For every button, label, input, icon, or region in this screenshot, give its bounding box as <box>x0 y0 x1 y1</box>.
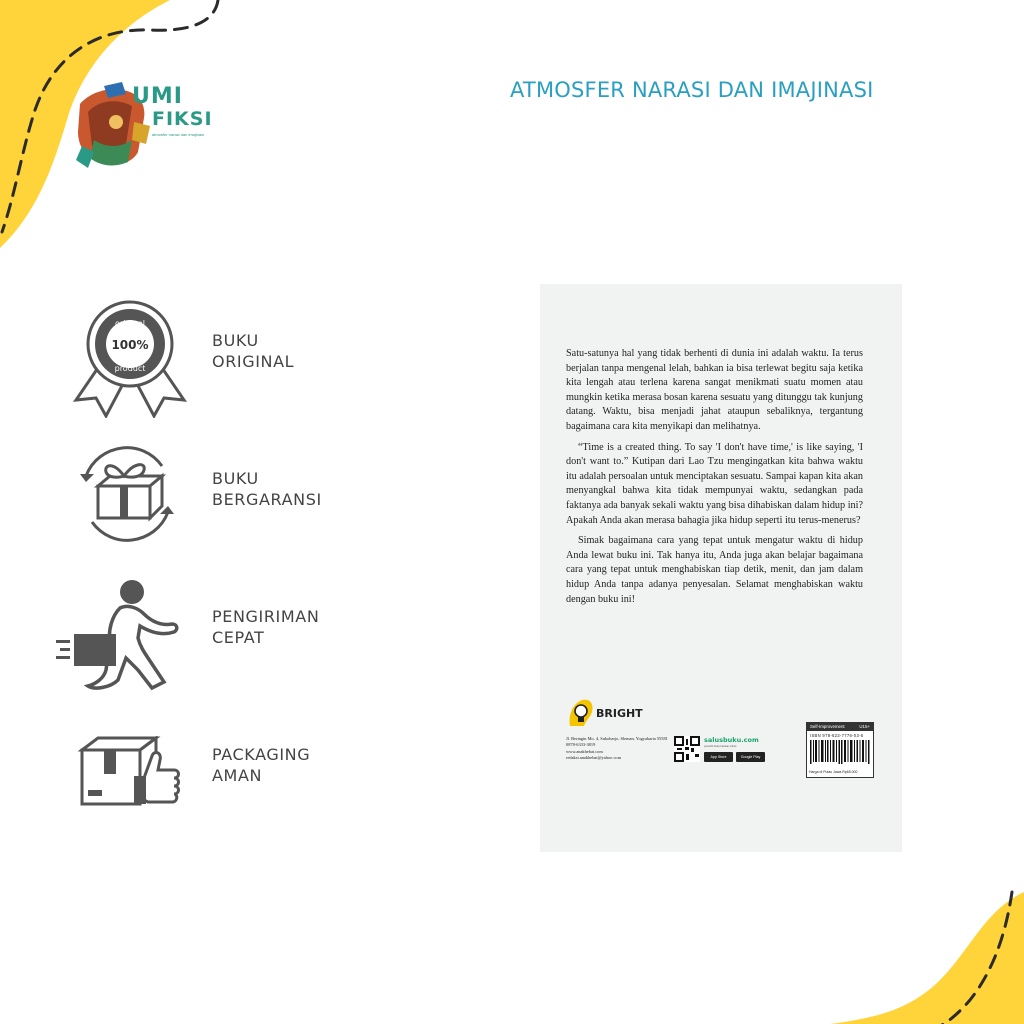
feature-label-line2: ORIGINAL <box>212 352 295 371</box>
blurb-paragraph: “Time is a created thing. To say 'I don't have time,' is like saying, 'I don't want to.” Kutipan dari Lao Tzu mengingatkan kita bahwa waktu itu adalah persoalan untuk menciptakan sesuatu. Sampai kapan kita akan menyangkal bahwa kita tidak mempunyai waktu, sedangkan pada faktanya ada banyak sekali waktu yang bisa dihabiskan dalam hidup ini? Apakah Anda akan merasa bahagia jika hidup seperti itu terus-menerus? <box>566 441 863 526</box>
publisher-contact <box>566 736 676 762</box>
feature-label-line1: PACKAGING <box>212 745 311 764</box>
badge-top-text: original <box>115 319 145 328</box>
feature-label-shipping <box>212 606 319 648</box>
feature-label-line2: BERGARANSI <box>212 490 322 509</box>
app-store-badge: App Store <box>704 752 733 762</box>
store-name: salusbuku.com <box>704 736 759 744</box>
delivery-person-icon <box>54 574 188 694</box>
book-category: Self-Improvement <box>810 724 845 729</box>
feature-label-line1: PENGIRIMAN <box>212 607 320 626</box>
store-tagline: penerbit buku bacaan online <box>704 745 737 748</box>
lightbulb-logo-icon <box>566 696 596 730</box>
publisher-address: Jl. Beringin Mo. 4, Sukoharjo, Sleman, Yogyakarta 55581 <box>566 736 668 741</box>
feature-label-original <box>212 330 294 372</box>
isbn-category-bar <box>807 723 873 731</box>
blurb-paragraph: Satu-satunya hal yang tidak berhenti di dunia ini adalah waktu. Ia terus berjalan tanpa mengenal lelah, bahkan ia bisa terlewat begitu saja ketika kita lengah atau terlena karena sangat menikmati suatu momen atau mungkin ketika merasa bosan karena sesuatu yang ditunggu tak kunjung datang. Waktu, bisa menjadi jahat ataupun sebaliknya, tergantung bagaimana cara kita menyikapi dan melihatnya. <box>566 348 863 432</box>
bottom-right-yellow-blob <box>830 880 1024 1024</box>
bumi-fiksi-logo <box>74 82 224 172</box>
feature-label-line1: BUKU <box>212 331 259 350</box>
google-play-badge: Google Play <box>736 752 765 762</box>
badge-percent-text: 100% <box>111 338 149 352</box>
gift-guarantee-icon <box>76 444 178 544</box>
publisher-email: redaksi.anakhebat@yahoo.com <box>566 755 622 761</box>
book-back-cover <box>540 284 902 852</box>
logo-word-umi: UMI <box>132 84 183 109</box>
isbn-barcode-box <box>806 722 874 778</box>
logo-tagline: atmosfer narasi dan imajinasi <box>152 132 205 137</box>
publisher-website: www.anakhebat.com <box>566 748 603 754</box>
publisher-name: BRIGHT <box>596 707 643 720</box>
feature-label-guarantee <box>212 468 322 510</box>
isbn-number: ISBN 978-623-7776-03-5 <box>810 733 864 738</box>
badge-bottom-text: product <box>114 364 146 373</box>
box-thumbs-up-icon <box>78 736 182 816</box>
age-rating: U15+ <box>859 724 870 729</box>
store-qr-block <box>674 736 770 766</box>
original-badge-icon <box>72 300 188 418</box>
publisher-phone: 0878-6333-3819 <box>566 742 596 748</box>
cover-blurb <box>566 347 863 613</box>
qr-code-icon <box>674 736 700 762</box>
feature-label-packaging <box>212 744 310 786</box>
brand-tagline: ATMOSFER NARASI DAN IMAJINASI <box>510 78 874 102</box>
blurb-paragraph: Simak bagaimana cara yang tepat untuk mengatur waktu di hidup Anda lewat buku ini. Tak hanya itu, Anda juga akan belajar bagaimana cara yang tepat untuk menghabiskan tiap detik, menit, dan jam dalam hidup Anda tanpa adanya penyesalan. Selamat menghabiskan waktu dengan buku ini! <box>566 535 863 605</box>
feature-label-line1: BUKU <box>212 469 259 488</box>
feature-label-line2: AMAN <box>212 766 263 785</box>
logo-word-fiksi: FIKSI <box>152 108 213 130</box>
barcode-icon <box>810 740 870 766</box>
feature-label-line2: CEPAT <box>212 628 265 647</box>
book-price: Harga di Pulau Jawa Rp65.000 <box>809 770 858 774</box>
